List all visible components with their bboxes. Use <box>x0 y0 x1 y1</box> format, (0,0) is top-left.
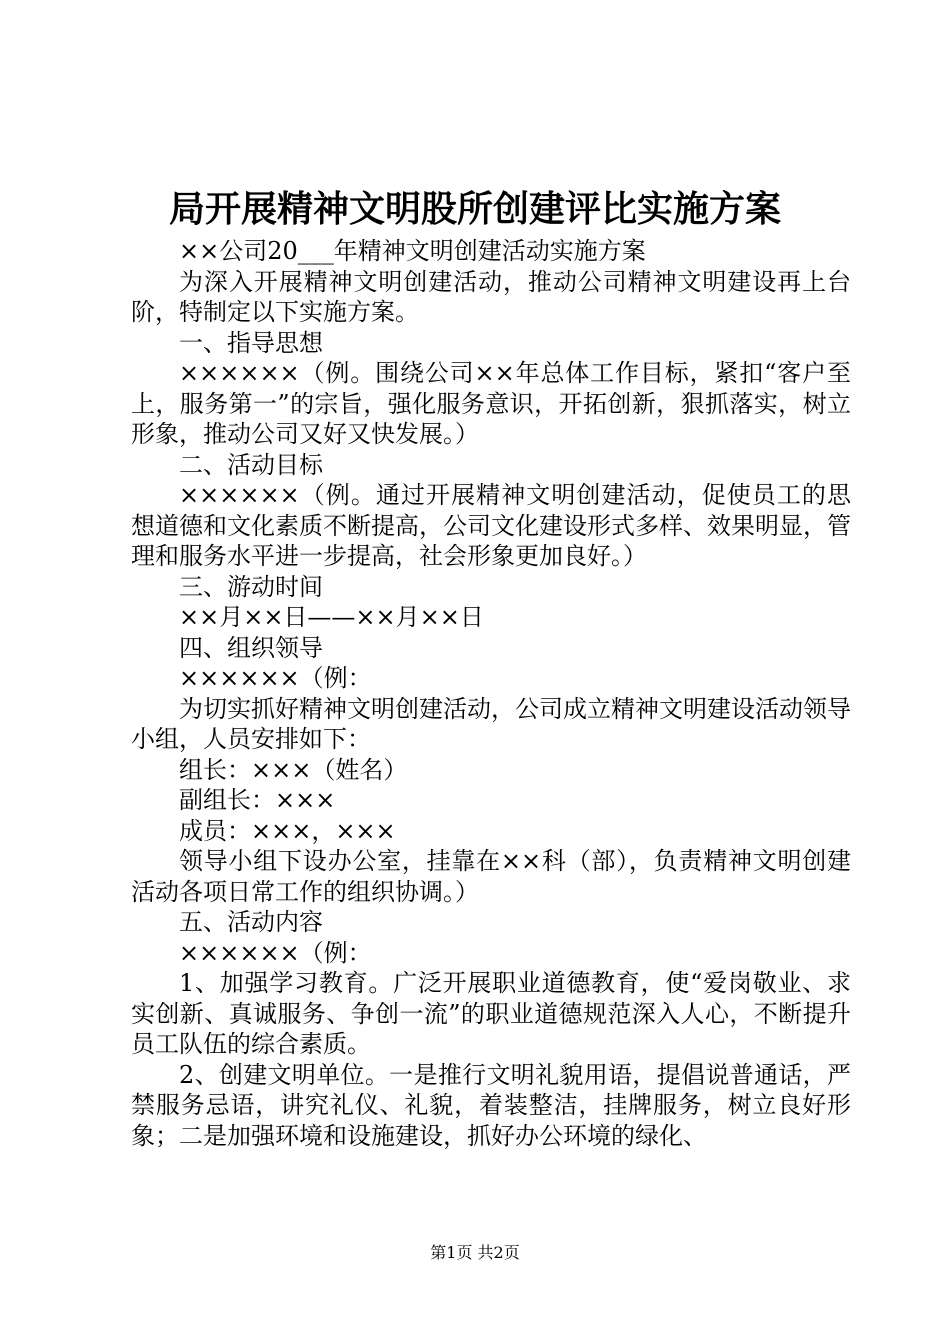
paragraph-team-leader: 组长：×××（姓名） <box>179 755 408 784</box>
paragraph-activity-goals: ××××××（例。通过开展精神文明创建活动，促使员工的思想道德和文化素质不断提高，公司文化建设形式多样、效果明显，管理和服务水平进一步提高，社会形象更加良好。） <box>131 481 851 570</box>
document-body <box>131 236 851 1151</box>
paragraph-organization-detail: 为切实抓好精神文明创建活动，公司成立精神文明建设活动领导小组，人员安排如下： <box>131 694 851 753</box>
paragraph-subtitle: ××公司20___年精神文明创建活动实施方案 <box>179 237 646 265</box>
page-footer: 第1页 共2页 <box>430 1243 520 1262</box>
paragraph-item-1: 1、加强学习教育。广泛开展职业道德教育，使“爱岗敬业、求实创新、真诚服务、争创一流”的职业道德规范深入人心，不断提升员工队伍的综合素质。 <box>131 969 851 1058</box>
paragraph-activity-time: ××月××日——××月××日 <box>179 603 484 631</box>
section-heading-guiding-ideology: 一、指导思想 <box>179 328 323 357</box>
section-heading-activity-time: 三、游动时间 <box>179 572 323 601</box>
paragraph-item-2: 2、创建文明单位。一是推行文明礼貌用语，提倡说普通话，严禁服务忌语，讲究礼仪、礼貌，着装整洁，挂牌服务，树立良好形象；二是加强环境和设施建设，抓好办公环境的绿化、 <box>131 1060 851 1150</box>
document-title: 局开展精神文明股所创建评比实施方案 <box>168 188 781 230</box>
paragraph-guiding-ideology: ××××××（例。围绕公司××年总体工作目标，紧扣“客户至上，服务第一”的宗旨，强化服务意识，开拓创新，狠抓落实，树立形象，推动公司又好又快发展。） <box>131 359 851 448</box>
paragraph-activity-content-example: ××××××（例： <box>179 938 372 967</box>
paragraph-deputy-leader: 副组长：××× <box>179 786 336 814</box>
section-heading-activity-goals: 二、活动目标 <box>179 450 323 479</box>
paragraph-members: 成员：×××，××× <box>179 816 396 845</box>
paragraph-intro: 为深入开展精神文明创建活动，推动公司精神文明建设再上台阶，特制定以下实施方案。 <box>131 267 851 326</box>
section-heading-organization: 四、组织领导 <box>179 633 323 662</box>
paragraph-office: 领导小组下设办公室，挂靠在××科（部），负责精神文明创建活动各项日常工作的组织协调。） <box>131 847 851 906</box>
section-heading-activity-content: 五、活动内容 <box>179 908 323 936</box>
paragraph-organization-example: ××××××（例： <box>179 664 372 692</box>
